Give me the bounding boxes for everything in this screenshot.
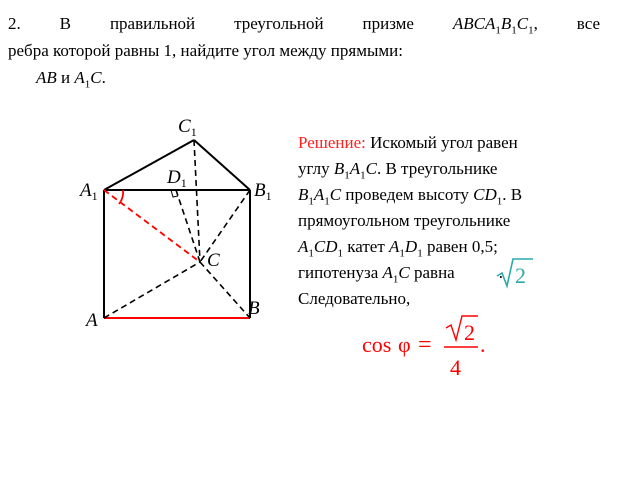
subscript: 1: [392, 273, 399, 286]
problem-statement: [8, 10, 600, 91]
text: . В треугольнике: [376, 159, 498, 178]
text: проведем высоту: [341, 185, 474, 204]
equals-sign: =: [418, 332, 432, 358]
word: призме: [362, 14, 414, 33]
period: .: [480, 332, 486, 357]
subscript: 1: [360, 169, 366, 182]
var: D: [325, 237, 338, 256]
subscript: 1: [337, 247, 344, 260]
numerator: 2: [464, 320, 475, 345]
label-b1: $B_1$: [254, 180, 272, 203]
prism-name-part: ABCA: [452, 14, 496, 33]
var: C: [365, 159, 377, 178]
var: C: [473, 185, 485, 204]
text: Искомый угол равен: [365, 133, 518, 152]
text: равна: [409, 263, 455, 282]
label-c: C: [207, 250, 220, 271]
angle-arc-a1: [119, 190, 123, 204]
label-c1: $C_1$: [178, 116, 197, 139]
solution-text: [298, 130, 598, 312]
prism-name: [452, 14, 601, 37]
prism-figure: [70, 112, 290, 342]
prism-name-part: B: [500, 14, 512, 33]
phi-symbol: φ: [398, 332, 411, 357]
subscript: 1: [528, 24, 534, 37]
period: .: [101, 68, 106, 87]
problem-number: 2.: [8, 14, 21, 33]
var: B: [333, 159, 345, 178]
var: B: [298, 185, 309, 204]
segment-a1c-part: C: [90, 68, 102, 87]
var: A: [313, 185, 325, 204]
solution-line-6: [298, 260, 598, 286]
text: .: [498, 263, 503, 282]
text: катет: [343, 237, 390, 256]
problem-line-1: [8, 10, 600, 37]
var: D: [404, 237, 418, 256]
cos-label: cos: [362, 332, 392, 357]
edge-c1-c: [194, 140, 200, 262]
denominator: 4: [450, 355, 461, 378]
text: . В: [502, 185, 523, 204]
label-d1: $D_1$: [167, 167, 187, 190]
var: A: [382, 263, 393, 282]
word: треугольной: [234, 14, 324, 33]
subscript: 1: [417, 247, 423, 260]
text: гипотенуза: [298, 263, 383, 282]
segment-ab: AB: [36, 68, 57, 87]
solution-label: Решение:: [298, 133, 366, 152]
label-b: B: [248, 298, 260, 319]
var: C: [329, 185, 342, 204]
solution-line-4: прямоугольном треугольнике: [298, 211, 511, 230]
var: C: [398, 263, 410, 282]
var: A: [298, 237, 309, 256]
subscript: 1: [308, 247, 314, 260]
word: , все: [533, 14, 601, 33]
segment-a1-c: [104, 190, 200, 262]
subscript: 1: [308, 195, 314, 208]
text: углу: [298, 159, 334, 178]
segment-a1c-part: A: [74, 68, 85, 87]
var: A: [389, 237, 400, 256]
word: и: [56, 68, 75, 87]
edge-a-c: [104, 262, 200, 318]
cos-formula: [360, 314, 520, 378]
subscript: 1: [495, 24, 501, 37]
solution-line-3: [298, 182, 598, 208]
subscript: 1: [344, 169, 350, 182]
edge-c1-b1: [194, 140, 250, 190]
sqrt-radicand: 2: [515, 263, 526, 288]
subscript: 1: [84, 78, 91, 91]
word: В: [59, 14, 72, 33]
solution-line-5: [298, 234, 598, 260]
sqrt-two: [495, 256, 535, 290]
var: A: [349, 159, 361, 178]
prism-name-part: C: [516, 14, 529, 33]
label-a: A: [86, 310, 98, 331]
subscript: 1: [511, 24, 517, 37]
solution-line-7: Следовательно,: [298, 289, 411, 308]
solution-line-1: [298, 130, 598, 156]
subscript: 1: [324, 195, 330, 208]
label-a1: $A_1$: [80, 180, 98, 203]
problem-line-2: ребра которой равны 1, найдите угол между прямыми:: [8, 41, 403, 60]
subscript: 1: [496, 195, 503, 208]
solution-line-2: [298, 156, 598, 182]
var: D: [484, 185, 497, 204]
problem-line-3: [8, 64, 600, 91]
subscript: 1: [399, 247, 405, 260]
var: C: [313, 237, 326, 256]
word: правильной: [109, 14, 196, 33]
text: равен 0,5;: [422, 237, 498, 256]
